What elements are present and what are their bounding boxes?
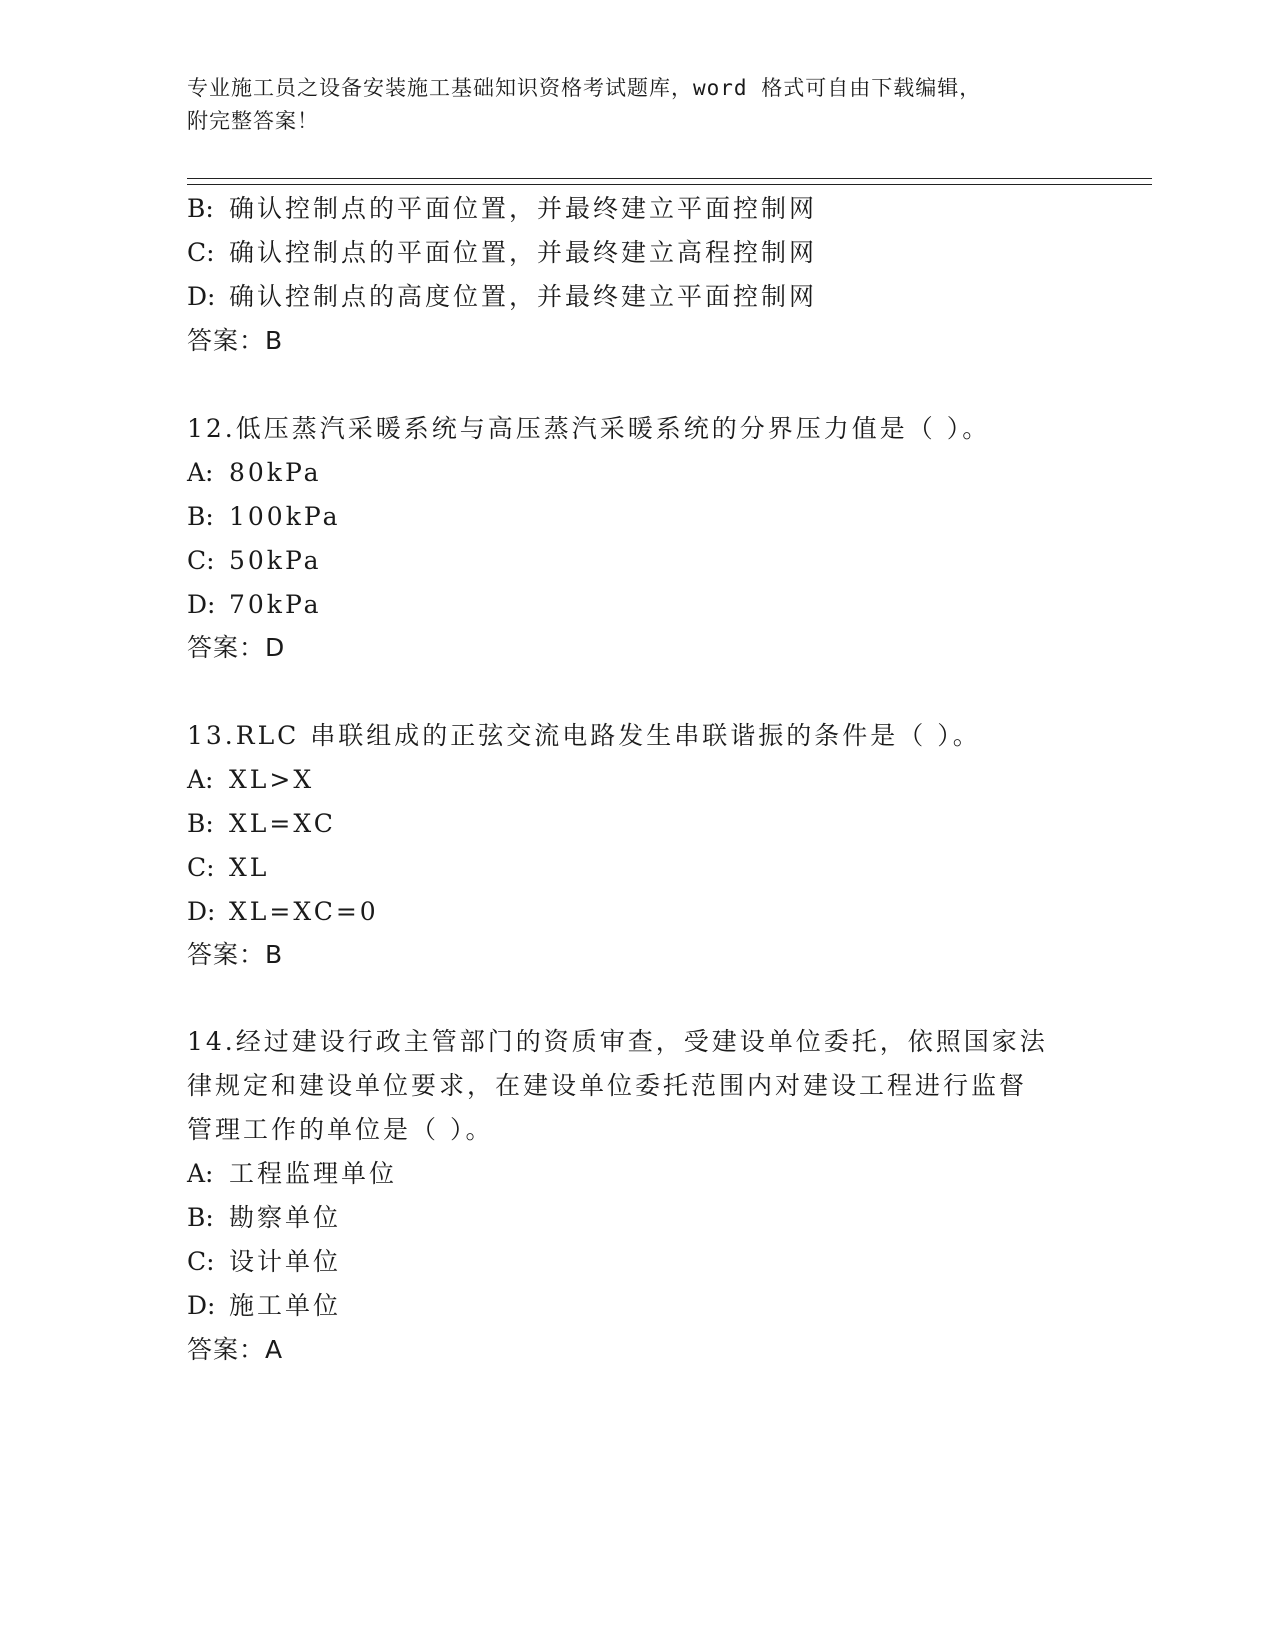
q12-answer: 答案：D (187, 633, 286, 662)
option-label: A: (187, 1159, 214, 1188)
option-text: XL=XC=0 (229, 897, 379, 926)
q13-option-d (187, 895, 379, 929)
q12-stem: 12.低压蒸汽采暖系统与高压蒸汽采暖系统的分界压力值是（ ）。 (187, 414, 991, 443)
option-text: 设计单位 (229, 1247, 342, 1276)
option-text: 确认控制点的高度位置，并最终建立平面控制网 (229, 282, 818, 311)
option-text: 100kPa (229, 502, 341, 531)
q14-answer: 答案：A (187, 1335, 284, 1364)
option-label: D: (187, 590, 216, 619)
q14-stem-line-1: 14.经过建设行政主管部门的资质审查，受建设单位委托，依照国家法 (187, 1027, 1048, 1056)
q14-option-b (187, 1201, 341, 1235)
q11-option-b (187, 192, 817, 226)
option-text: XL=XC (229, 809, 336, 838)
option-label: A: (187, 765, 214, 794)
option-label: A: (187, 458, 214, 487)
q13-stem: 13.RLC 串联组成的正弦交流电路发生串联谐振的条件是（ ）。 (187, 721, 981, 750)
q11-answer: 答案：B (187, 326, 284, 355)
q12-option-d (187, 588, 322, 622)
option-label: B: (187, 194, 214, 223)
header-title-line-2: 附完整答案！ (187, 109, 319, 133)
option-label: B: (187, 809, 214, 838)
q13-option-a (187, 763, 314, 797)
option-label: B: (187, 1203, 214, 1232)
q14-option-d (187, 1289, 341, 1323)
q14-option-c (187, 1245, 341, 1279)
option-label: C: (187, 238, 215, 267)
q11-option-d (187, 280, 817, 314)
option-text: 80kPa (229, 458, 322, 487)
q14-option-a (187, 1157, 397, 1191)
option-text: 确认控制点的平面位置，并最终建立高程控制网 (229, 238, 818, 267)
option-label: D: (187, 1291, 216, 1320)
option-label: B: (187, 502, 214, 531)
option-text: 勘察单位 (229, 1203, 342, 1232)
option-label: C: (187, 546, 215, 575)
q13-option-c (187, 851, 269, 885)
q12-option-b (187, 500, 340, 534)
option-label: C: (187, 853, 215, 882)
header-divider-top (187, 178, 1152, 179)
header-divider-bottom (187, 184, 1152, 185)
option-text: 工程监理单位 (229, 1159, 398, 1188)
option-label: C: (187, 1247, 215, 1276)
q14-stem-line-2: 律规定和建设单位要求，在建设单位委托范围内对建设工程进行监督 (187, 1071, 1028, 1100)
document-header (187, 72, 1067, 138)
option-label: D: (187, 282, 216, 311)
option-text: 施工单位 (229, 1291, 342, 1320)
option-text: XL (229, 853, 270, 882)
q14-stem-line-3: 管理工作的单位是（ ）。 (187, 1115, 494, 1144)
q13-option-b (187, 807, 336, 841)
q11-option-c (187, 236, 817, 270)
header-title-line-1: 专业施工员之设备安装施工基础知识资格考试题库，word 格式可自由下载编辑， (187, 76, 982, 100)
q13-answer: 答案：B (187, 940, 284, 969)
option-text: XL>X (229, 765, 315, 794)
option-text: 确认控制点的平面位置，并最终建立平面控制网 (229, 194, 818, 223)
option-label: D: (187, 897, 216, 926)
q12-option-c (187, 544, 322, 578)
option-text: 50kPa (229, 546, 322, 575)
option-text: 70kPa (229, 590, 322, 619)
q12-option-a (187, 456, 322, 490)
